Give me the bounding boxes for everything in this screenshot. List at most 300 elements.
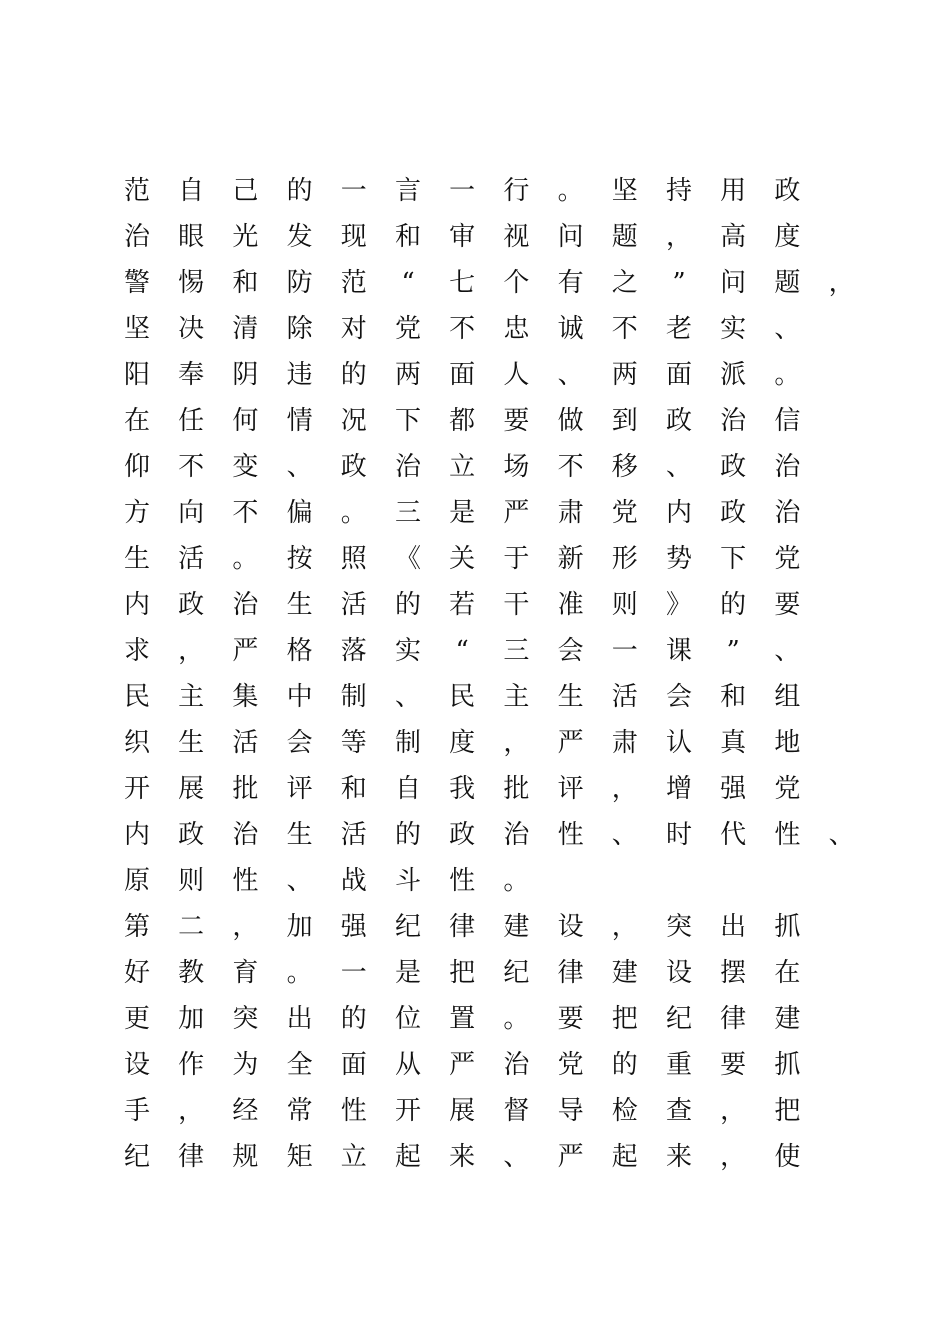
text-char: 两 (611, 360, 638, 390)
text-char: 一 (340, 176, 367, 206)
text-char: 抓 (774, 912, 801, 942)
text-char: 活 (340, 820, 367, 850)
text-char: 势 (665, 544, 692, 574)
text-char: 二 (178, 912, 205, 942)
text-char: 、 (665, 452, 692, 482)
text-char: 。 (774, 360, 801, 390)
text-char: 题 (611, 222, 638, 252)
text-char: 严 (232, 636, 259, 666)
text-char: 突 (665, 912, 692, 942)
text-line (0, 214, 950, 260)
text-char: 治 (774, 452, 801, 482)
text-char: 场 (503, 452, 530, 482)
text-char: 性 (340, 1096, 367, 1126)
text-char: 和 (232, 268, 259, 298)
text-char: 在 (123, 406, 150, 436)
text-char: 阳 (123, 360, 150, 390)
text-char: 不 (178, 452, 205, 482)
text-char: 出 (720, 912, 747, 942)
text-char: 生 (286, 590, 313, 620)
text-char: 是 (394, 958, 421, 988)
text-char: 会 (286, 728, 313, 758)
text-char: 集 (232, 682, 259, 712)
text-char: 面 (665, 360, 692, 390)
text-char: 作 (178, 1050, 205, 1080)
text-char: 要 (503, 406, 530, 436)
text-char: 生 (286, 820, 313, 850)
text-char: 和 (394, 222, 421, 252)
text-char: 纪 (665, 1004, 692, 1034)
text-char: 忠 (503, 314, 530, 344)
text-char: 、 (394, 682, 421, 712)
text-char: 的 (394, 820, 421, 850)
text-char: 发 (286, 222, 313, 252)
text-char: 原 (123, 866, 150, 896)
text-char: 。 (286, 958, 313, 988)
text-char: 展 (449, 1096, 476, 1126)
text-char: 内 (665, 498, 692, 528)
text-char: 常 (286, 1096, 313, 1126)
text-char: 检 (611, 1096, 638, 1126)
text-char: ” (672, 268, 686, 298)
text-char: 从 (394, 1050, 421, 1080)
text-line (0, 996, 950, 1042)
text-char: 做 (557, 406, 584, 436)
text-char: 主 (503, 682, 530, 712)
text-char: 内 (123, 590, 150, 620)
text-char: 干 (503, 590, 530, 620)
text-line (0, 1134, 950, 1180)
text-char: 两 (394, 360, 421, 390)
text-char: 立 (449, 452, 476, 482)
text-char: 决 (178, 314, 205, 344)
text-char: 政 (340, 452, 367, 482)
text-char: 生 (178, 728, 205, 758)
text-line (0, 444, 950, 490)
text-char: 批 (503, 774, 530, 804)
text-char: 为 (232, 1050, 259, 1080)
text-char: 的 (611, 1050, 638, 1080)
text-char: 、 (611, 820, 638, 850)
text-line (0, 168, 950, 214)
text-char: 不 (557, 452, 584, 482)
text-char: 纪 (394, 912, 421, 942)
text-char: 活 (340, 590, 367, 620)
text-line (0, 766, 950, 812)
text-char: 在 (774, 958, 801, 988)
text-line (0, 352, 950, 398)
text-char: 、 (286, 452, 313, 482)
text-line (0, 490, 950, 536)
text-char: 、 (774, 636, 801, 666)
text-char: 开 (394, 1096, 421, 1126)
text-char: 律 (720, 1004, 747, 1034)
text-char: 把 (774, 1096, 801, 1126)
text-char: 导 (557, 1096, 584, 1126)
text-char: 眼 (178, 222, 205, 252)
text-char: 真 (720, 728, 747, 758)
text-char: 情 (286, 406, 313, 436)
text-char: 、 (774, 314, 801, 344)
text-char: 督 (503, 1096, 530, 1126)
text-char: 自 (394, 774, 421, 804)
text-char: ， (503, 728, 530, 758)
text-char: 中 (286, 682, 313, 712)
text-line (0, 950, 950, 996)
text-char: 信 (774, 406, 801, 436)
text-char: 加 (286, 912, 313, 942)
text-char: 面 (340, 1050, 367, 1080)
text-char: 摆 (720, 958, 747, 988)
text-char: 强 (720, 774, 747, 804)
text-char: ， (611, 774, 638, 804)
text-char: 都 (449, 406, 476, 436)
text-char: 则 (178, 866, 205, 896)
text-char: 照 (340, 544, 367, 574)
text-char: 教 (178, 958, 205, 988)
text-char: 矩 (286, 1142, 313, 1172)
text-char: 坚 (611, 176, 638, 206)
text-line (0, 398, 950, 444)
text-char: 行 (503, 176, 530, 206)
text-char: 战 (340, 866, 367, 896)
text-line (0, 904, 950, 950)
text-char: 范 (340, 268, 367, 298)
text-char: 来 (665, 1142, 692, 1172)
text-char: ， (828, 268, 855, 298)
text-char: 民 (123, 682, 150, 712)
text-char: 开 (123, 774, 150, 804)
text-char: “ (401, 268, 415, 298)
text-char: 警 (123, 268, 150, 298)
text-char: 设 (123, 1050, 150, 1080)
text-char: 来 (449, 1142, 476, 1172)
text-char: 制 (394, 728, 421, 758)
text-char: 问 (557, 222, 584, 252)
text-char: 题 (774, 268, 801, 298)
text-char: 党 (774, 774, 801, 804)
text-line (0, 582, 950, 628)
text-char: 诚 (557, 314, 584, 344)
text-char: 加 (178, 1004, 205, 1034)
text-char: 建 (774, 1004, 801, 1034)
text-char: 严 (449, 1050, 476, 1080)
text-line (0, 536, 950, 582)
text-char: ， (665, 222, 692, 252)
text-char: 代 (720, 820, 747, 850)
text-char: 治 (394, 452, 421, 482)
text-char: 对 (340, 314, 367, 344)
text-char: 起 (611, 1142, 638, 1172)
text-char: 的 (286, 176, 313, 206)
text-char: 会 (557, 636, 584, 666)
text-char: 方 (123, 498, 150, 528)
text-char: 建 (503, 912, 530, 942)
text-char: 纪 (123, 1142, 150, 1172)
text-char: 治 (503, 820, 530, 850)
text-char: 有 (557, 268, 584, 298)
text-char: 内 (123, 820, 150, 850)
text-char: 建 (611, 958, 638, 988)
text-line (0, 1088, 950, 1134)
text-char: 严 (557, 1142, 584, 1172)
text-char: 位 (394, 1004, 421, 1034)
text-char: 组 (774, 682, 801, 712)
text-char: 更 (123, 1004, 150, 1034)
text-char: 治 (774, 498, 801, 528)
text-line (0, 858, 950, 904)
text-char: 仰 (123, 452, 150, 482)
text-char: 置 (449, 1004, 476, 1034)
text-char: 经 (232, 1096, 259, 1126)
text-char: 生 (557, 682, 584, 712)
text-char: 变 (232, 452, 259, 482)
text-char: 言 (394, 176, 421, 206)
text-char: 课 (665, 636, 692, 666)
text-char: 政 (178, 820, 205, 850)
text-char: 制 (340, 682, 367, 712)
text-char: 政 (178, 590, 205, 620)
text-char: 严 (557, 728, 584, 758)
text-char: 。 (503, 1004, 530, 1034)
text-char: 实 (394, 636, 421, 666)
text-char: 纪 (503, 958, 530, 988)
text-char: 设 (557, 912, 584, 942)
text-char: 律 (178, 1142, 205, 1172)
text-char: 设 (665, 958, 692, 988)
text-char: 全 (286, 1050, 313, 1080)
text-char: 下 (720, 544, 747, 574)
text-line (0, 720, 950, 766)
text-char: 之 (611, 268, 638, 298)
text-char: 使 (774, 1142, 801, 1172)
text-char: 清 (232, 314, 259, 344)
text-char: 。 (503, 866, 530, 896)
text-char: 度 (449, 728, 476, 758)
text-char: 地 (774, 728, 801, 758)
text-char: 的 (340, 1004, 367, 1034)
text-line (0, 674, 950, 720)
text-char: 要 (557, 1004, 584, 1034)
text-char: 时 (665, 820, 692, 850)
text-char: 规 (232, 1142, 259, 1172)
text-char: 肃 (611, 728, 638, 758)
text-char: 防 (286, 268, 313, 298)
text-line (0, 306, 950, 352)
text-char: 治 (232, 590, 259, 620)
text-char: 准 (557, 590, 584, 620)
text-char: 起 (394, 1142, 421, 1172)
text-char: 把 (449, 958, 476, 988)
text-char: 性 (449, 866, 476, 896)
text-char: 好 (123, 958, 150, 988)
text-char: 和 (340, 774, 367, 804)
text-char: 格 (286, 636, 313, 666)
text-char: 问 (720, 268, 747, 298)
text-char: 三 (394, 498, 421, 528)
text-char: 惕 (178, 268, 205, 298)
text-char: 育 (232, 958, 259, 988)
text-char: 不 (611, 314, 638, 344)
text-char: 视 (503, 222, 530, 252)
text-char: 突 (232, 1004, 259, 1034)
text-char: 七 (449, 268, 476, 298)
text-char: 违 (286, 360, 313, 390)
text-char: 下 (394, 406, 421, 436)
text-char: 要 (774, 590, 801, 620)
text-char: 性 (774, 820, 801, 850)
text-char: 斗 (394, 866, 421, 896)
text-char: ， (611, 912, 638, 942)
text-char: 治 (232, 820, 259, 850)
text-char: 不 (232, 498, 259, 528)
text-char: 。 (557, 176, 584, 206)
text-char: 批 (232, 774, 259, 804)
text-char: 用 (720, 176, 747, 206)
text-char: 度 (774, 222, 801, 252)
text-char: ” (726, 636, 740, 666)
text-char: 肃 (557, 498, 584, 528)
text-char: 光 (232, 222, 259, 252)
text-char: 、 (286, 866, 313, 896)
text-char: 求 (123, 636, 150, 666)
text-char: 性 (232, 866, 259, 896)
text-char: 政 (449, 820, 476, 850)
text-char: 政 (720, 498, 747, 528)
text-char: 三 (503, 636, 530, 666)
text-char: 活 (232, 728, 259, 758)
text-char: 一 (449, 176, 476, 206)
text-char: 持 (665, 176, 692, 206)
text-char: 到 (611, 406, 638, 436)
text-char: 、 (828, 820, 855, 850)
text-char: 、 (503, 1142, 530, 1172)
text-char: 活 (178, 544, 205, 574)
text-char: 治 (720, 406, 747, 436)
text-char: 党 (774, 544, 801, 574)
text-char: “ (455, 636, 469, 666)
text-char: 认 (665, 728, 692, 758)
text-char: 新 (557, 544, 584, 574)
text-char: 政 (720, 452, 747, 482)
text-char: 抓 (774, 1050, 801, 1080)
text-char: 的 (720, 590, 747, 620)
text-char: 主 (178, 682, 205, 712)
text-char: 生 (123, 544, 150, 574)
text-char: 、 (557, 360, 584, 390)
text-line (0, 628, 950, 674)
text-char: 派 (720, 360, 747, 390)
text-char: 面 (449, 360, 476, 390)
text-line (0, 260, 950, 306)
text-char: 奉 (178, 360, 205, 390)
text-char: 展 (178, 774, 205, 804)
text-char: 的 (340, 360, 367, 390)
text-char: 坚 (123, 314, 150, 344)
text-char: 人 (503, 360, 530, 390)
text-line (0, 812, 950, 858)
text-char: 查 (665, 1096, 692, 1126)
text-char: 的 (394, 590, 421, 620)
text-char: 。 (232, 544, 259, 574)
text-char: 关 (449, 544, 476, 574)
text-char: ， (232, 912, 259, 942)
text-char: 按 (286, 544, 313, 574)
text-char: 性 (557, 820, 584, 850)
text-char: 于 (503, 544, 530, 574)
text-char: 党 (611, 498, 638, 528)
text-char: 治 (123, 222, 150, 252)
text-char: 第 (123, 912, 150, 942)
text-char: 偏 (286, 498, 313, 528)
text-char: 个 (503, 268, 530, 298)
text-char: 范 (123, 176, 150, 206)
text-char: 出 (286, 1004, 313, 1034)
text-char: 一 (611, 636, 638, 666)
text-char: 老 (665, 314, 692, 344)
text-char: 自 (178, 176, 205, 206)
text-char: ， (178, 1096, 205, 1126)
text-line (0, 1042, 950, 1088)
text-char: 政 (665, 406, 692, 436)
text-char: 向 (178, 498, 205, 528)
text-char: 何 (232, 406, 259, 436)
text-char: 是 (449, 498, 476, 528)
text-char: 不 (449, 314, 476, 344)
text-char: 活 (611, 682, 638, 712)
text-char: 织 (123, 728, 150, 758)
text-char: 党 (557, 1050, 584, 1080)
text-char: 《 (394, 544, 421, 574)
text-char: 民 (449, 682, 476, 712)
text-char: 高 (720, 222, 747, 252)
text-char: 实 (720, 314, 747, 344)
text-char: ， (178, 636, 205, 666)
text-char: 况 (340, 406, 367, 436)
text-char: 治 (503, 1050, 530, 1080)
text-char: 把 (611, 1004, 638, 1034)
text-char: ， (720, 1096, 747, 1126)
text-char: 己 (232, 176, 259, 206)
text-char: 任 (178, 406, 205, 436)
text-char: ， (720, 1142, 747, 1172)
text-char: 。 (340, 498, 367, 528)
text-char: 除 (286, 314, 313, 344)
text-char: 若 (449, 590, 476, 620)
text-char: 我 (449, 774, 476, 804)
text-char: 立 (340, 1142, 367, 1172)
text-char: 增 (665, 774, 692, 804)
text-char: 要 (720, 1050, 747, 1080)
text-char: 一 (340, 958, 367, 988)
text-char: 手 (123, 1096, 150, 1126)
text-char: 审 (449, 222, 476, 252)
text-char: 评 (557, 774, 584, 804)
text-char: 落 (340, 636, 367, 666)
text-char: 》 (665, 590, 692, 620)
text-char: 律 (557, 958, 584, 988)
text-char: 律 (449, 912, 476, 942)
text-char: 移 (611, 452, 638, 482)
text-char: 和 (720, 682, 747, 712)
text-char: 现 (340, 222, 367, 252)
text-char: 会 (665, 682, 692, 712)
text-char: 党 (394, 314, 421, 344)
text-char: 阴 (232, 360, 259, 390)
text-char: 形 (611, 544, 638, 574)
text-char: 等 (340, 728, 367, 758)
text-char: 评 (286, 774, 313, 804)
